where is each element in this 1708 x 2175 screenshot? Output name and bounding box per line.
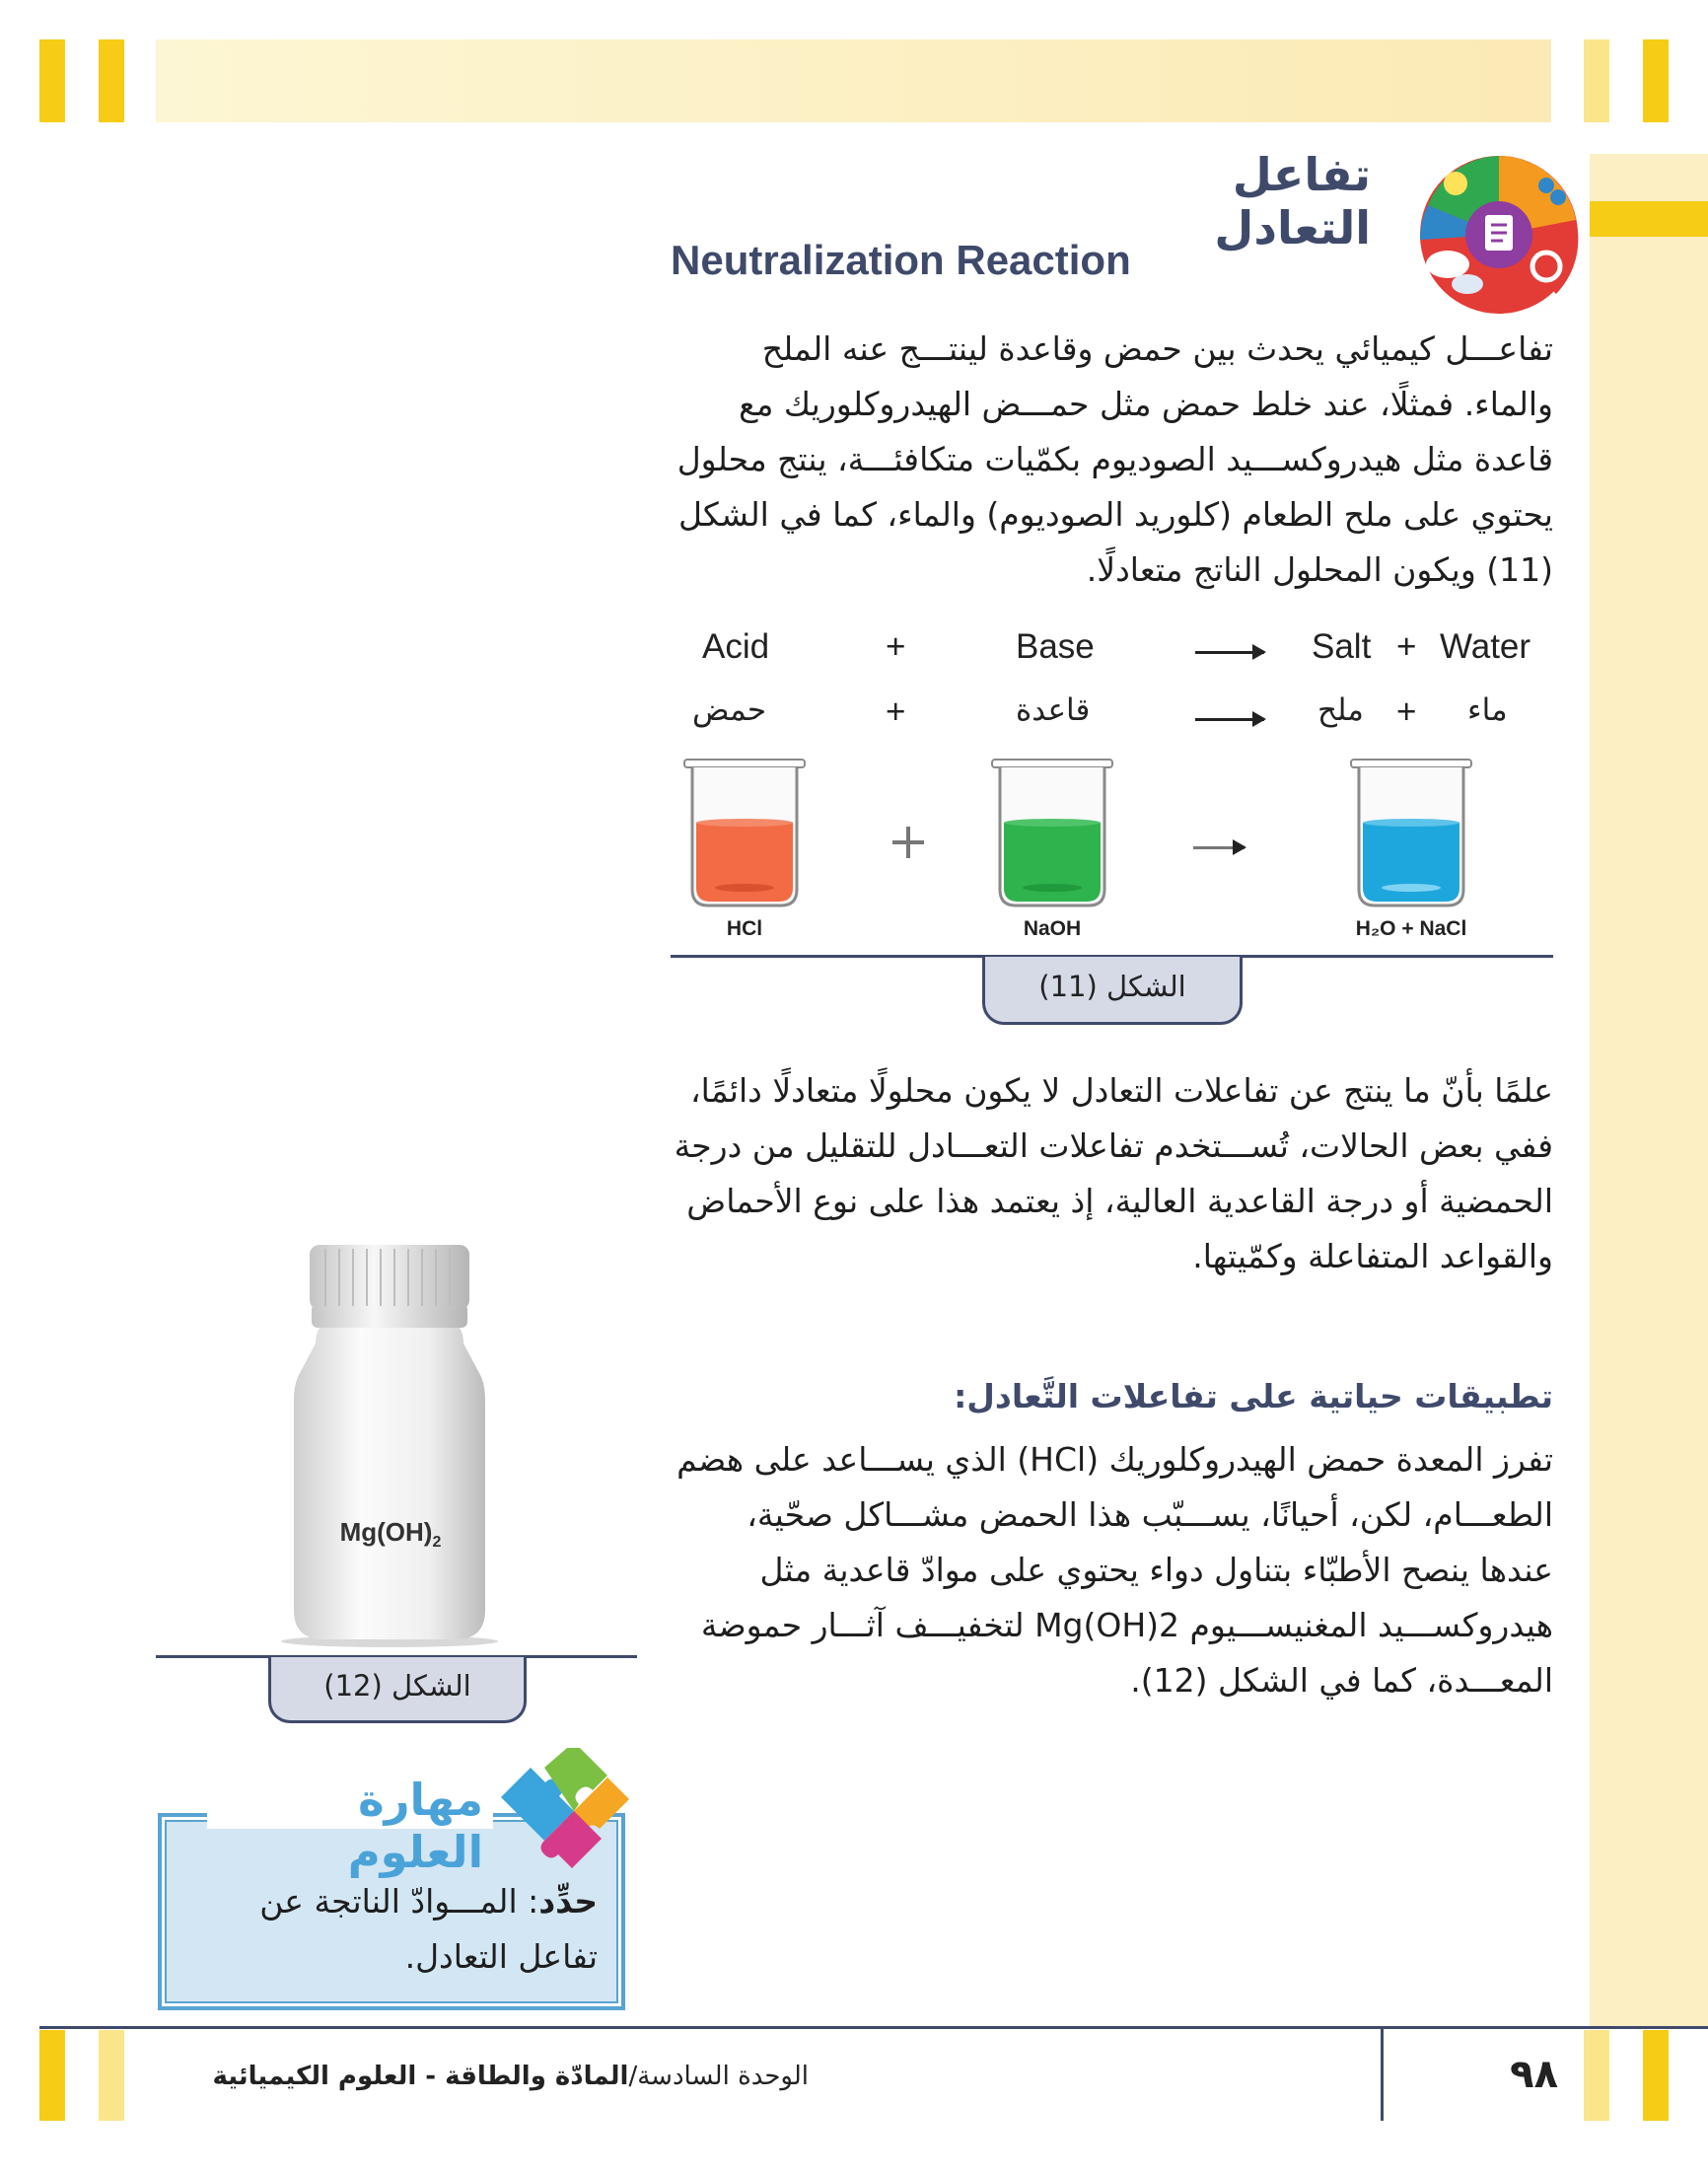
skill-prompt-text: : المـــوادّ الناتجة عن تفاعل التعادل. — [259, 1882, 598, 1976]
applications-paragraph: تفرز المعدة حمض الهيدروكلوريك (HCl) الذي يســـاعد على هضم الطعـــام، لكن، أحيانًا، يســـبّب هذا الحمض مشـــاكل صحّية، عندها ينصح الأطبّاء بتناول دواء يحتوي على موادّ قاعدية مثل هيدروكســـيد المغنيســـيوم Mg(OH)2 لتخفيـــف آثـــار حموضة المعـــدة، كما في الشكل (12). — [676, 1440, 1553, 1700]
right-margin-strip — [1590, 201, 1708, 237]
skill-title: مهارة العلوم — [347, 1774, 483, 1878]
footer-unit-label: الوحدة السادسة/ — [628, 2062, 809, 2091]
note-paragraph: علمًا بأنّ ما ينتج عن تفاعلات التعادل لا يكون محلولًا متعادلًا دائمًا، ففي بعض الحالات، تُســـتخدم تفاعلات التعـــادل للتقليل من درجة الحمضية أو درجة القاعدية العالية، إذ يعتمد هذا على نوع الأحماض والقواعد المتفاعلة وكمّيتها. — [674, 1071, 1553, 1275]
header-bar-left-2 — [99, 39, 124, 122]
header-bar-right-2 — [1643, 39, 1669, 122]
eq-water-ar: ماء — [1467, 692, 1508, 728]
eq-salt-en: Salt — [1312, 627, 1372, 666]
footer-rule — [39, 2026, 1708, 2029]
footer-unit-title — [168, 2062, 809, 2091]
skill-prompt — [178, 1874, 598, 1985]
beaker-reaction-arrow — [1193, 846, 1245, 849]
footer-unit-name: المادّة والطاقة - العلوم الكيميائية — [212, 2062, 629, 2091]
page-number: ٩٨ — [1510, 2052, 1558, 2097]
beaker-hcl — [680, 756, 809, 913]
eq-plus2-en: + — [1396, 627, 1417, 666]
footer-bar-right-2 — [1643, 2030, 1669, 2121]
header-bar-left-1 — [39, 39, 65, 122]
eq-acid-en: Acid — [702, 627, 770, 666]
figure11-caption: الشكل (11) — [982, 957, 1243, 1025]
title-english: Neutralization Reaction — [671, 237, 1131, 283]
eq-base-en: Base — [1016, 627, 1095, 666]
title-arabic: تفاعل التعادل — [1214, 148, 1371, 254]
beaker-product — [1347, 756, 1475, 913]
beaker-naoh — [988, 756, 1116, 913]
eq-base-ar: قاعدة — [1016, 692, 1091, 728]
medicine-bottle-image — [266, 1235, 513, 1649]
footer-bar-right-1 — [1584, 2030, 1609, 2121]
footer-bar-left-1 — [39, 2030, 65, 2121]
eq-acid-ar: حمض — [692, 692, 767, 728]
puzzle-icon — [491, 1748, 631, 1876]
beaker-plus-sign — [892, 827, 924, 858]
eq-water-en: Water — [1440, 627, 1531, 666]
intro-paragraph: تفاعـــل كيميائي يحدث بين حمض وقاعدة لينتـــج عنه الملح والماء. فمثلًا، عند خلط حمض مثل حمـــض الهيدروكلوريك مع قاعدة مثل هيدروكســـيد الصوديوم بكمّيات متكافئـــة، ينتج محلول يحتوي على ملح الطعام (كلوريد الصوديوم) والماء، كما في الشكل (11) ويكون المحلول الناتج متعادلًا. — [676, 329, 1553, 589]
right-margin-band — [1590, 154, 1708, 2026]
footer-divider — [1381, 2026, 1384, 2121]
eq-arrow-en — [1195, 651, 1264, 654]
beaker-label-product: H₂O + NaCl — [1355, 917, 1467, 940]
eq-salt-ar: ملح — [1317, 692, 1364, 728]
header-bar-right-1 — [1584, 39, 1609, 122]
footer-bar-left-2 — [99, 2030, 124, 2121]
beaker-label-naoh: NaOH — [1023, 917, 1082, 940]
bottle-label-formula: Mg(OH) — [339, 1517, 433, 1547]
eq-plus-en: + — [886, 627, 906, 666]
science-wheel-icon — [1408, 146, 1594, 324]
applications-heading: تطبيقات حياتية على تفاعلات التَّعادل: — [954, 1377, 1553, 1415]
figure12-caption: الشكل (12) — [268, 1657, 527, 1723]
header-band — [156, 39, 1551, 122]
eq-plus-ar: + — [886, 692, 906, 731]
beaker-label-hcl: HCl — [726, 917, 763, 940]
bottle-label-subscript: 2 — [432, 1534, 442, 1552]
skill-prompt-verb: حدِّد — [538, 1882, 598, 1921]
eq-arrow-ar — [1195, 718, 1264, 721]
bottle-label — [292, 1517, 489, 1552]
eq-plus2-ar: + — [1396, 692, 1417, 731]
